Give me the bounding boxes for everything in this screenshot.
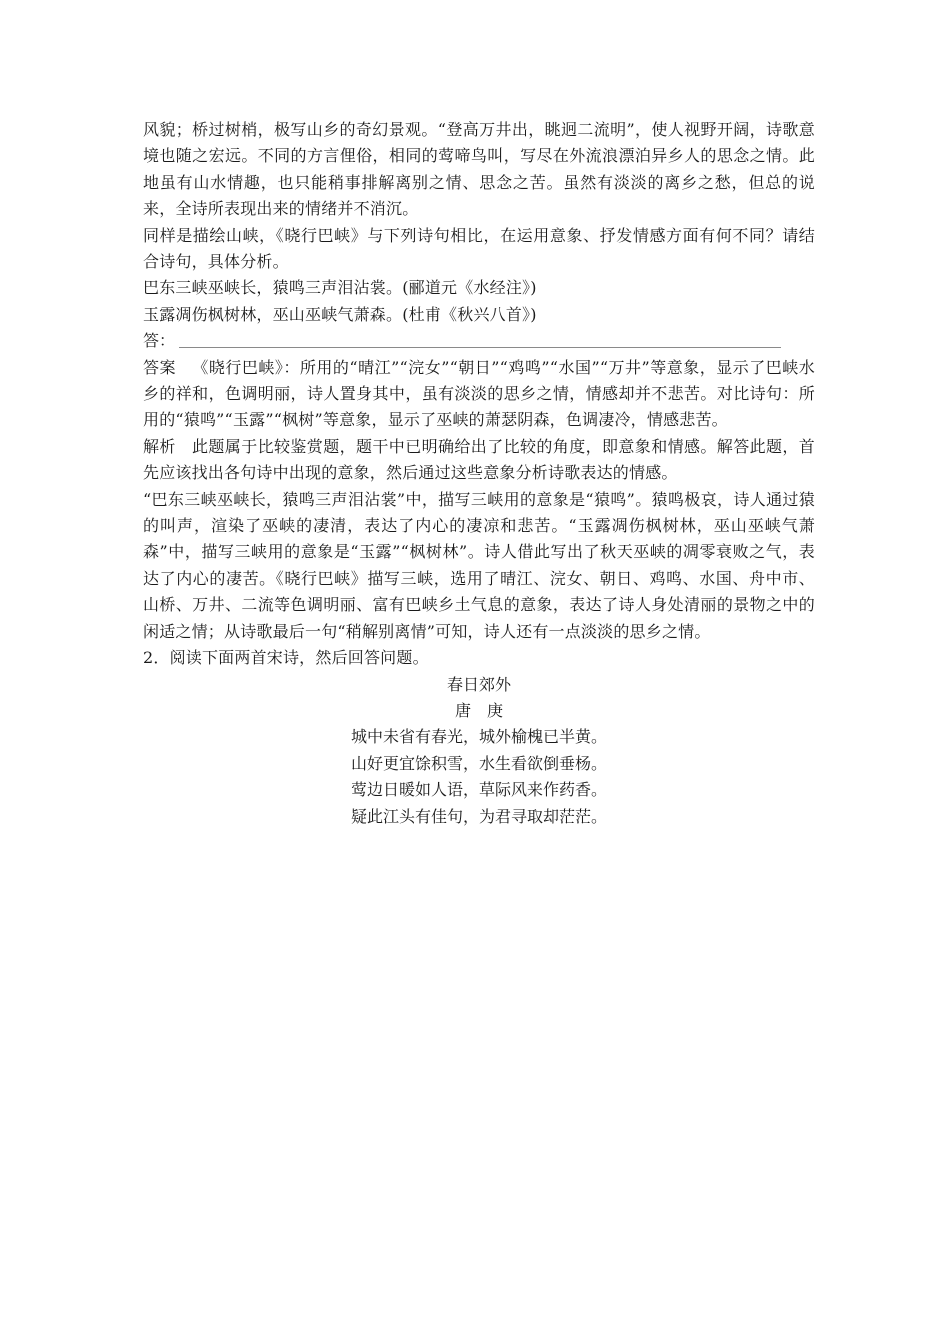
poem-line: 山好更宜馀积雪，水生看欲倒垂杨。 — [350, 753, 607, 773]
quoted-verse-1: 巴东三峡巫峡长，猿鸣三声泪沾裳。(郦道元《水经注》) — [143, 278, 537, 298]
question-prompt: 同样是描绘山峡，《晓行巴峡》与下列诗句相比，在运用意象、抒发情感方面有何不同？请结合诗句，具体分析。 — [143, 225, 815, 272]
question-2: 2．阅读下面两首宋诗，然后回答问题。 — [143, 648, 429, 668]
poem-title: 春日郊外 — [446, 674, 511, 694]
poem — [143, 672, 815, 830]
answer-underline — [179, 347, 781, 348]
poem-line: 莺边日暖如人语，草际风来作药香。 — [350, 780, 607, 800]
answer-blank — [143, 328, 815, 354]
analysis-label: 解析 — [143, 436, 176, 456]
answer-paragraph — [143, 355, 815, 434]
answer-prompt: 答： — [143, 331, 176, 351]
poem-line: 城中未省有春光，城外榆槐已半黄。 — [350, 727, 607, 747]
document-page — [143, 117, 815, 830]
answer-text: 《晓行巴峡》：所用的“晴江”“浣女”“朝日”“鸡鸣”“水国”“万井”等意象，显示了巴峡水乡的祥和，色调明丽，诗人置身其中，虽有淡淡的思乡之情，情感却并不悲苦。对比诗句：所用的“猿鸣”“玉露”“枫树”等意象，显示了巫峡的萧瑟阴森，色调凄冷，情感悲苦。 — [143, 357, 815, 430]
analysis-text: 此题属于比较鉴赏题，题干中已明确给出了比较的角度，即意象和情感。解答此题，首先应该找出各句诗中出现的意象，然后通过这些意象分析诗歌表达的情感。 — [143, 436, 815, 483]
answer-label: 答案 — [143, 357, 177, 377]
poem-line: 疑此江头有佳句，为君寻取却茫茫。 — [350, 806, 607, 826]
commentary-paragraph: 风貌；桥过树梢，极写山乡的奇幻景观。“登高万井出，眺迥二流明”，使人视野开阔，诗歌意境也随之宏远。不同的方言俚俗，相同的莺啼鸟叫，写尽在外流浪漂泊异乡人的思念之情。此地虽有山水情趣，也只能稍事排解离别之情、思念之苦。虽然有淡淡的离乡之愁，但总的说来，全诗所表现出来的情绪并不消沉。 — [143, 120, 815, 219]
quoted-verse-2: 玉露凋伤枫树林，巫山巫峡气萧森。(杜甫《秋兴八首》) — [143, 304, 537, 324]
poem-author: 唐 庚 — [454, 700, 503, 720]
analysis-paragraph-2: “巴东三峡巫峡长，猿鸣三声泪沾裳”中，描写三峡用的意象是“猿鸣”。猿鸣极哀，诗人通过猿的叫声，渲染了巫峡的凄清，表达了内心的凄凉和悲苦。“玉露凋伤枫树林，巫山巫峡气萧森”中，描写三峡用的意象是“玉露”“枫树林”。诗人借此写出了秋天巫峡的凋零衰败之气，表达了内心的凄苦。《晓行巴峡》描写三峡，选用了晴江、浣女、朝日、鸡鸣、水国、舟中市、山桥、万井、二流等色调明丽、富有巴峡乡土气息的意象，表达了诗人身处清丽的景物之中的闲适之情；从诗歌最后一句“稍解别离情”可知，诗人还有一点淡淡的思乡之情。 — [143, 489, 815, 641]
analysis-paragraph — [143, 434, 815, 487]
